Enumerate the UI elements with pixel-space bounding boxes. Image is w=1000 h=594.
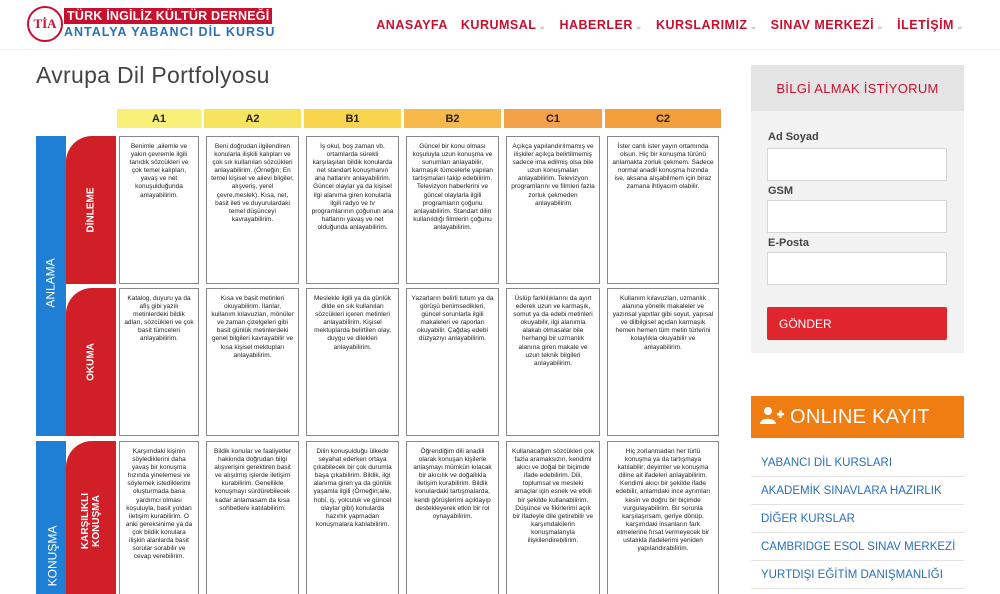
skill-karsilikli-konusma — [66, 441, 116, 594]
section-bar-anlama — [36, 136, 66, 436]
chevron-down-icon: ⌄ — [538, 21, 547, 31]
gsm-input[interactable] — [767, 200, 947, 233]
nav-item-label: ANASAYFA — [376, 18, 448, 32]
descriptor-cell-dinleme-c1: Açıkça yapılandırılmamış ve ilişkiler açıkça belirtilmemiş sadece ima edilmiş olsa bile uzun konuşmaları anlayabilirim. Televizyon programlarını ve filmleri fazla zorluk çekmeden anlayabilirim — [506, 136, 600, 284]
email-label: E-Posta — [768, 237, 809, 249]
level-header-c2: C2 — [604, 108, 722, 129]
info-request-form — [751, 65, 964, 353]
descriptor-cell-karsilikli-konusma-b2: Öğrendiğim dili anadili olarak konuşan kişilerle anlaşmayı mümkün kılacak bir akıcılık ve doğallıkla iletişim kurabilirim. Bildik konulardaki tartışmalarda, kendi görüşlerimi açıklayıp destekleyerek etkin bir rol oynayabilirim. — [406, 441, 499, 594]
chevron-down-icon: ⌄ — [634, 21, 643, 31]
logo-emblem: TİA — [27, 6, 63, 42]
chevron-down-icon: ⌄ — [749, 21, 758, 31]
nav-item-label: İLETİŞİM — [897, 18, 954, 32]
section-bar-konusma — [36, 441, 66, 594]
descriptor-cell-karsilikli-konusma-c1: Kullanacağım sözcükleri çok fazla aramaksızın, kendimi akıcı ve doğal bir biçimde ifade edebilirim. Dili, toplumsal ve mesleki amaçlar için esnek ve etkili bir şekilde kullanabilirim. Düşünce ve fikirlerimi açık bir ifadeyle dile getirebilir ve karşımdakilerin konuşmalarıyla ilişkilendirebilirim. — [506, 441, 600, 594]
level-header-a2: A2 — [203, 108, 302, 129]
descriptor-cell-karsilikli-konusma-a1: Karşımdaki kişinin söylediklerini daha yavaş bir konuşma hızında yinelemesi ve söylemek istediklerimi oluşturmada bana yardımcı olması koşuluyla, basit yoldan iletişim kurabilirim. O anki gereksinime ya da çok bildik konulara ilişkin alanlarda basit sorular sorabilir ve cevap verebilirim. — [119, 441, 199, 594]
nav-item[interactable] — [376, 18, 448, 32]
descriptor-cell-okuma-a2: Kısa ve basit metinleri okuyabilirim. İlanlar, kullanım kılavuzları, mönüler ve zaman çizelgeleri gibi basit günlük metinlerdeki genel bilgileri kavrayabilir ve kısa kişisel mektupları anlayabilirim. — [206, 288, 299, 436]
nav-item[interactable] — [771, 18, 885, 32]
gsm-label: GSM — [768, 185, 794, 197]
side-link[interactable]: YABANCI DİL KURSLARI — [751, 449, 964, 477]
descriptor-cell-dinleme-a2: Beni doğrudan ilgilendiren konularla ilişkili kalıpları ve çok sık kullanılan sözcükleri anlayabilirim. (Örneğin; En temel kişisel ve ailevi bilgiler, alışveriş, yerel çevre,meslek). Kısa, net, basit ileti ve duyurulardaki temel düşünceyi kavrayabilirim. — [206, 136, 299, 284]
page-title: Avrupa Dil Portfolyosu — [36, 62, 270, 88]
descriptor-cell-okuma-b2: Yazarların belirli tutum ya da görüşü benimsedikleri, güncel sorunlarla ilgili makaleleri ve raporları okuyabilir. Çağdaş edebi düzyazıyı anlayabilirim. — [406, 288, 499, 436]
nav-item-label: HABERLER — [559, 18, 633, 32]
name-input[interactable] — [767, 148, 947, 181]
email-input[interactable] — [767, 252, 947, 285]
descriptor-cell-karsilikli-konusma-a2: Bildik konular ve faaliyetler hakkında doğrudan bilgi alışverişini gerektiren basit ve alışılmış işlerde iletişim kurabilirim. Genellikle konuşmayı sürdürebilecek kadar anlamasam da kısa sohbetlere katılabilirim. — [206, 441, 299, 594]
side-link[interactable]: YURTDIŞI EĞİTİM DANIŞMANLIĞI — [751, 561, 964, 589]
nav-item-label: KURUMSAL — [460, 18, 537, 32]
descriptor-cell-karsilikli-konusma-c2: Hiç zorlanmadan her türlü konuşma ya da tartışmaya katılabilir; deyimler ve konuşma diline ait ifadeleri anlayabilirim. Kendimi akıcı bir şekilde ifade edebilir, anlamdaki ince ayrımları kesin ve doğru bir biçimde vurgulayabilirim. Bir sorunla karşılaşırsam, geriye dönüp, karşımdaki insanların fark etmelerine fırsat vermeyecek bir ustalıkla ifadelerimi yeniden yapılandırabilirim. — [607, 441, 719, 594]
descriptor-cell-okuma-a1: Katalog, duyuru ya da afiş gibi yazılı metinlerdeki bildik adları, sözcükleri ve çok basit tümceleri anlayabilirim. — [119, 288, 199, 436]
descriptor-cell-dinleme-a1: Benimle ,ailemle ve yakın çevremle ilgili tanıdık sözcükleri ve çok temel kalıpları, yavaş ve net konuşulduğunda anlayabilirim. — [119, 136, 199, 284]
logo-title: TÜRK İNGİLİZ KÜLTÜR DERNEĞİ — [64, 8, 272, 24]
descriptor-cell-okuma-c1: Üslüp farklılıklarını da ayırt ederek uzun ve karmaşık, somut ya da edebi metinleri okuyabilir, ilgi alanımla alakalı olmasalar bile herhangi bir uzmanlık alanına giren makale ve uzun teknik bilgileri anlayabilirim. — [506, 288, 600, 436]
skill-label-dinleme: DİNLEME — [85, 187, 97, 233]
chevron-down-icon: ⌄ — [955, 21, 964, 31]
online-registration-button[interactable] — [751, 396, 964, 438]
nav-item-label: SINAV MERKEZİ — [770, 18, 875, 32]
form-title: BİLGİ ALMAK İSTİYORUM — [751, 65, 964, 111]
user-plus-icon — [760, 406, 784, 429]
portfolio-grid — [36, 108, 726, 594]
descriptor-cell-dinleme-b1: İş okul, boş zaman vb. ortamlarda sürekli karşılaşılan bildik konularda net standart konuşmanın ana hatlarını anlayabilirim. Güncel olaylar ya da kişisel ilgi alanıma giren konularla ilgili radyo ve tv programlarının çoğunun ana hatlarını yavaş ve net olduğunda anlayabilirim. — [306, 136, 399, 284]
side-link[interactable]: DİĞER KURSLAR — [751, 505, 964, 533]
main-nav — [363, 18, 964, 32]
descriptor-cell-okuma-c2: Kullanım kılavuzları, uzmanlık alanına yönelik makaleler ve yazınsal yapıtlar gibi soyut, yapısal ve dilbilgisel açıdan karmaşık hemen hemen tüm metin türlerini kolaylıkla okuyabilir ve anlayabilirim. — [607, 288, 719, 436]
descriptor-cell-dinleme-b2: Güncel bir konu olması koşuluyla uzun konuşma ve sunumları anlayabilir, karmaşık tümcelerle yapılan tartışmaları takip edebilirim. Televizyon haberlerini ve güncel olaylarla ilgili programların çoğunu anlayabilirim. Standart dilin kullanıldığı filmlerin çoğunu anlayabilirim. — [406, 136, 499, 284]
descriptor-cell-dinleme-c2: İster canlı ister yayın ortamında olsun. Hiç bir konuşma türünü anlamakta zorluk çekmem. Sadece normal anadil konuşma hızında ise, aksana alışabilmem için biraz zamana ihtiyacım olabilir. — [607, 136, 719, 284]
skill-label-okuma: OKUMA — [85, 343, 97, 381]
logo-subtitle: ANTALYA YABANCI DİL KURSU — [64, 25, 276, 39]
side-links — [751, 449, 964, 589]
name-label: Ad Soyad — [768, 131, 819, 143]
level-header-b2: B2 — [403, 108, 502, 129]
submit-button[interactable]: GÖNDER — [767, 307, 947, 340]
skill-okuma — [66, 288, 116, 436]
nav-item[interactable] — [897, 18, 964, 32]
section-label-anlama: ANLAMA — [43, 258, 58, 308]
nav-item-label: KURSLARIMIZ — [655, 18, 748, 32]
level-header-a1: A1 — [116, 108, 202, 129]
level-header-b1: B1 — [303, 108, 402, 129]
site-header — [0, 0, 1000, 50]
section-label-konusma: KONUŞMA — [45, 525, 60, 587]
online-registration-label: ONLINE KAYIT — [790, 405, 930, 428]
nav-item[interactable] — [656, 18, 758, 32]
chevron-down-icon: ⌄ — [876, 21, 885, 31]
nav-item[interactable] — [461, 18, 547, 32]
descriptor-cell-karsilikli-konusma-b1: Dilin konuşulduğu ülkede seyahat ederken ortaya çıkabilecek bir çok durumla başa çıkabilirim. Bildik, ilgi alanıma giren ya da günlük yaşamla ilgili (Örneğin;aile, hobi, iş, yolculuk ve güncel olaylar gibi) konularda hazırlık yapmadan konuşmalara katılabilirim. — [306, 441, 399, 594]
site-logo[interactable] — [27, 6, 276, 46]
descriptor-cell-okuma-b1: Meslekle ilgili ya da günlük dilde en sık kullanılan sözcükleri içeren metinleri anlayabilirim. Kişisel mektuplarda belirtilen olay, duygu ve dilekleri anlayabilirim. — [306, 288, 399, 436]
skill-dinleme — [66, 136, 116, 284]
skill-label-karsilikli-konusma: KARŞILIKLI KONUŞMA — [80, 492, 102, 550]
side-link[interactable]: CAMBRIDGE ESOL SINAV MERKEZİ — [751, 533, 964, 561]
nav-item[interactable] — [559, 18, 643, 32]
level-header-c1: C1 — [503, 108, 603, 129]
side-link[interactable]: AKADEMİK SINAVLARA HAZIRLIK — [751, 477, 964, 505]
